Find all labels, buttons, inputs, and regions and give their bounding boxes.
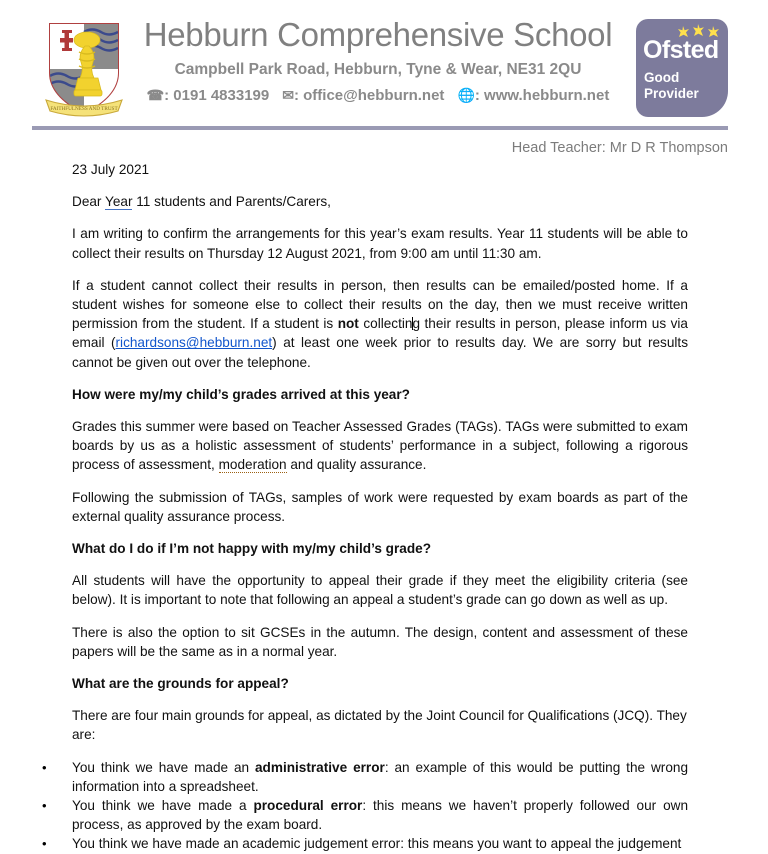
ofsted-rating (644, 70, 699, 102)
list-item (42, 796, 689, 834)
ofsted-rating-line2: Provider (644, 86, 699, 101)
para2-part-c: ) at least one week prior to results day. We are sorry but results cannot be given out over the telephone. (72, 335, 688, 370)
bullet-1-post: : an example of this would be putting the wrong information into a spreadsheet. (72, 759, 689, 794)
text-cursor-caret (412, 317, 413, 330)
contact-email-link[interactable]: richardsons@hebburn.net (115, 335, 273, 351)
paragraph-appeal-opportunity: All students will have the opportunity to appeal their grade if they meet the eligibility criteria (see below). It is important to note that following an appeal a student’s grade can go down as well as up. (72, 573, 688, 608)
bullet-marker-icon: • (42, 836, 47, 852)
ofsted-wordmark: Ofsted (643, 36, 719, 64)
letterhead-text-block (132, 16, 624, 107)
head-teacher-line: Head Teacher: Mr D R Thompson (511, 140, 728, 156)
bullet-2-post: : this means we haven’t properly followed our own process, as approved by the exam board. (72, 798, 689, 833)
school-email: : office@hebburn.net (293, 87, 445, 104)
letter-salutation (72, 192, 688, 211)
letterhead (0, 0, 768, 120)
bullet-1-bold: administrative error (255, 759, 385, 775)
para2-bold-not: not (337, 316, 359, 332)
bullet-1-pre: You think we have made an (72, 759, 255, 775)
heading-how-grades-arrived: How were my/my child’s grades arrived at this year? (72, 386, 410, 402)
para3-part-a: Grades this summer were based on Teacher Assessed Grades (TAGs). TAGs were submitted to exam boards by us as a holistic assessment of students’ performance in a subject, following a rigorous process of assessment, (72, 419, 688, 473)
para2-part-a: If a student cannot collect their results in person, then results can be emailed/posted home. If a student wishes for someone else to collect their results on the day, then we must receive written permission from the student. If a student is (72, 277, 688, 332)
crest-motto: FAITHFULNESS AND TRUST (50, 106, 118, 112)
paragraph-autumn-gcse-option: There is also the option to sit GCSEs in the autumn. The design, content and assessment of these papers will be the same as in a normal year. (72, 624, 688, 659)
heading-unhappy-with-grade: What do I do if I’m not happy with my/my child’s grade? (72, 541, 431, 557)
globe-icon: 🌐 (457, 87, 475, 103)
paragraph-external-quality-assurance: Following the submission of TAGs, samples of work were requested by exam boards as part of the external quality assurance process. (72, 489, 688, 524)
school-contact-line (132, 84, 624, 107)
school-website: : www.hebburn.net (474, 87, 610, 104)
bullet-marker-icon: • (42, 759, 47, 775)
grounds-for-appeal-list (42, 758, 689, 854)
envelope-icon: ✉ (282, 87, 294, 103)
letter-body (42, 160, 689, 854)
school-crest-logo (38, 18, 130, 118)
bullet-2-bold: procedural error (253, 798, 363, 814)
school-address: Campbell Park Road, Hebburn, Tyne & Wear, NE31 2QU (174, 61, 582, 78)
school-name: Hebburn Comprehensive School (143, 16, 613, 53)
telephone-icon: ☎ (146, 87, 165, 103)
paragraph-jcq-grounds-intro: There are four main grounds for appeal, as dictated by the Joint Council for Qualifications (JCQ). They are: (72, 708, 687, 743)
salutation-suffix: 11 students and Parents/Carers, (132, 194, 331, 210)
para2-part-b: collecting their results in person, please inform us via email ( (72, 316, 688, 351)
spellcheck-marked-word: Year (105, 194, 133, 210)
ofsted-good-provider-badge (636, 19, 728, 117)
list-item (42, 758, 689, 796)
bullet-marker-icon: • (42, 798, 47, 814)
paragraph-tags-explanation (72, 417, 688, 475)
grammarcheck-marked-word: moderation (218, 457, 287, 473)
paragraph-collection-permission (72, 276, 688, 372)
letter-date: 23 July 2021 (72, 162, 150, 177)
header-divider-rule (32, 126, 728, 130)
paragraph-results-arrangements: I am writing to confirm the arrangements for this year’s exam results. Year 11 students will be able to collect their results on Thursday 12 August 2021, from 9:00 am until 11:30 am. (72, 226, 688, 261)
salutation-prefix: Dear (72, 194, 105, 210)
para3-part-b: and quality assurance. (286, 457, 427, 473)
heading-grounds-for-appeal: What are the grounds for appeal? (72, 676, 289, 692)
list-item (42, 834, 688, 853)
ofsted-rating-line1: Good (644, 70, 680, 85)
school-phone: : 0191 4833199 (164, 87, 270, 104)
bullet-2-pre: You think we have made a (72, 798, 254, 814)
bullet-3-post: You think we have made an academic judgement error: this means you want to appeal the judgement (72, 836, 682, 852)
